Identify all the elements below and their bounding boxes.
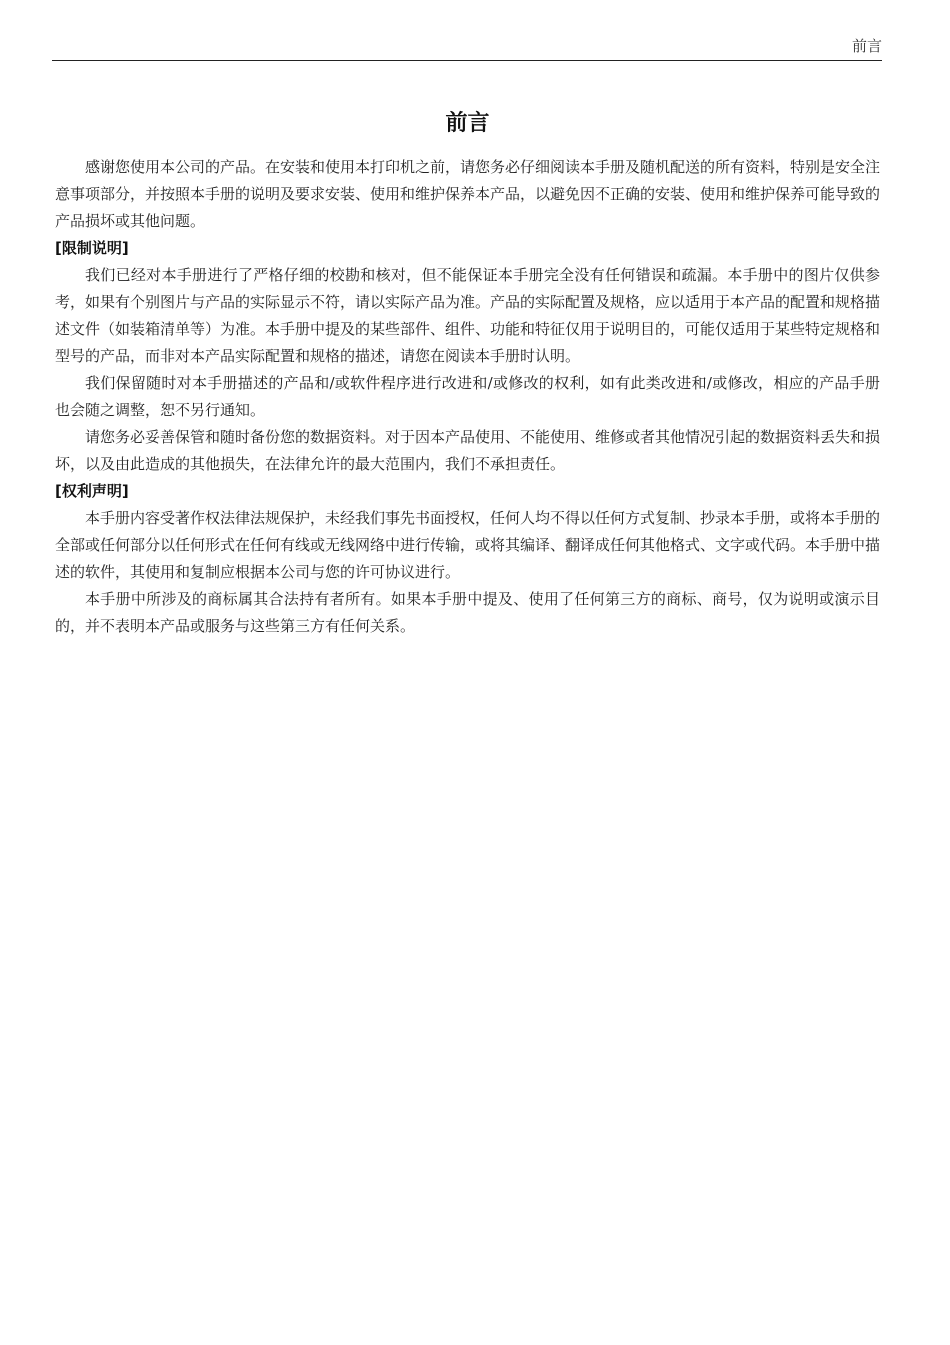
running-header-title: 前言 [851, 37, 882, 55]
intro-paragraph: 感谢您使用本公司的产品。在安装和使用本打印机之前，请您务必仔细阅读本手册及随机配送的所有资料，特别是安全注意事项部分，并按照本手册的说明及要求安装、使用和维护保养本产品，以避免因不正确的安装、使用和维护保养可能导致的产品损坏或其他问题。 [55, 158, 881, 230]
running-header [52, 36, 882, 61]
section-heading-limitations: [限制说明] [55, 239, 129, 257]
limitations-paragraph-2: 我们保留随时对本手册描述的产品和/或软件程序进行改进和/或修改的权利，如有此类改进和/或修改，相应的产品手册也会随之调整，恕不另行通知。 [55, 374, 880, 419]
limitations-paragraph-1: 我们已经对本手册进行了严格仔细的校勘和核对，但不能保证本手册完全没有任何错误和疏漏。本手册中的图片仅供参考，如果有个别图片与产品的实际显示不符，请以实际产品为准。产品的实际配置及规格，应以适用于本产品的配置和规格描述文件（如装箱清单等）为准。本手册中提及的某些部件、组件、功能和特征仅用于说明目的，可能仅适用于某些特定规格和型号的产品，而非对本产品实际配置和规格的描述，请您在阅读本手册时认明。 [55, 266, 881, 365]
section-limitations [55, 235, 880, 478]
rights-paragraph-2: 本手册中所涉及的商标属其合法持有者所有。如果本手册中提及、使用了任何第三方的商标、商号，仅为说明或演示目的，并不表明本产品或服务与这些第三方有任何关系。 [55, 590, 880, 635]
limitations-paragraph-3: 请您务必妥善保管和随时备份您的数据资料。对于因本产品使用、不能使用、维修或者其他情况引起的数据资料丢失和损坏，以及由此造成的其他损失，在法律允许的最大范围内，我们不承担责任。 [55, 428, 881, 473]
rights-paragraph-1: 本手册内容受著作权法律法规保护，未经我们事先书面授权，任何人均不得以任何方式复制、抄录本手册，或将本手册的全部或任何部分以任何形式在任何有线或无线网络中进行传输，或将其编译、翻译成任何其他格式、文字或代码。本手册中描述的软件，其使用和复制应根据本公司与您的许可协议进行。 [55, 509, 881, 581]
section-rights [55, 478, 880, 640]
document-body [55, 104, 880, 640]
section-heading-rights: [权利声明] [55, 482, 129, 500]
page-title: 前言 [445, 111, 490, 136]
